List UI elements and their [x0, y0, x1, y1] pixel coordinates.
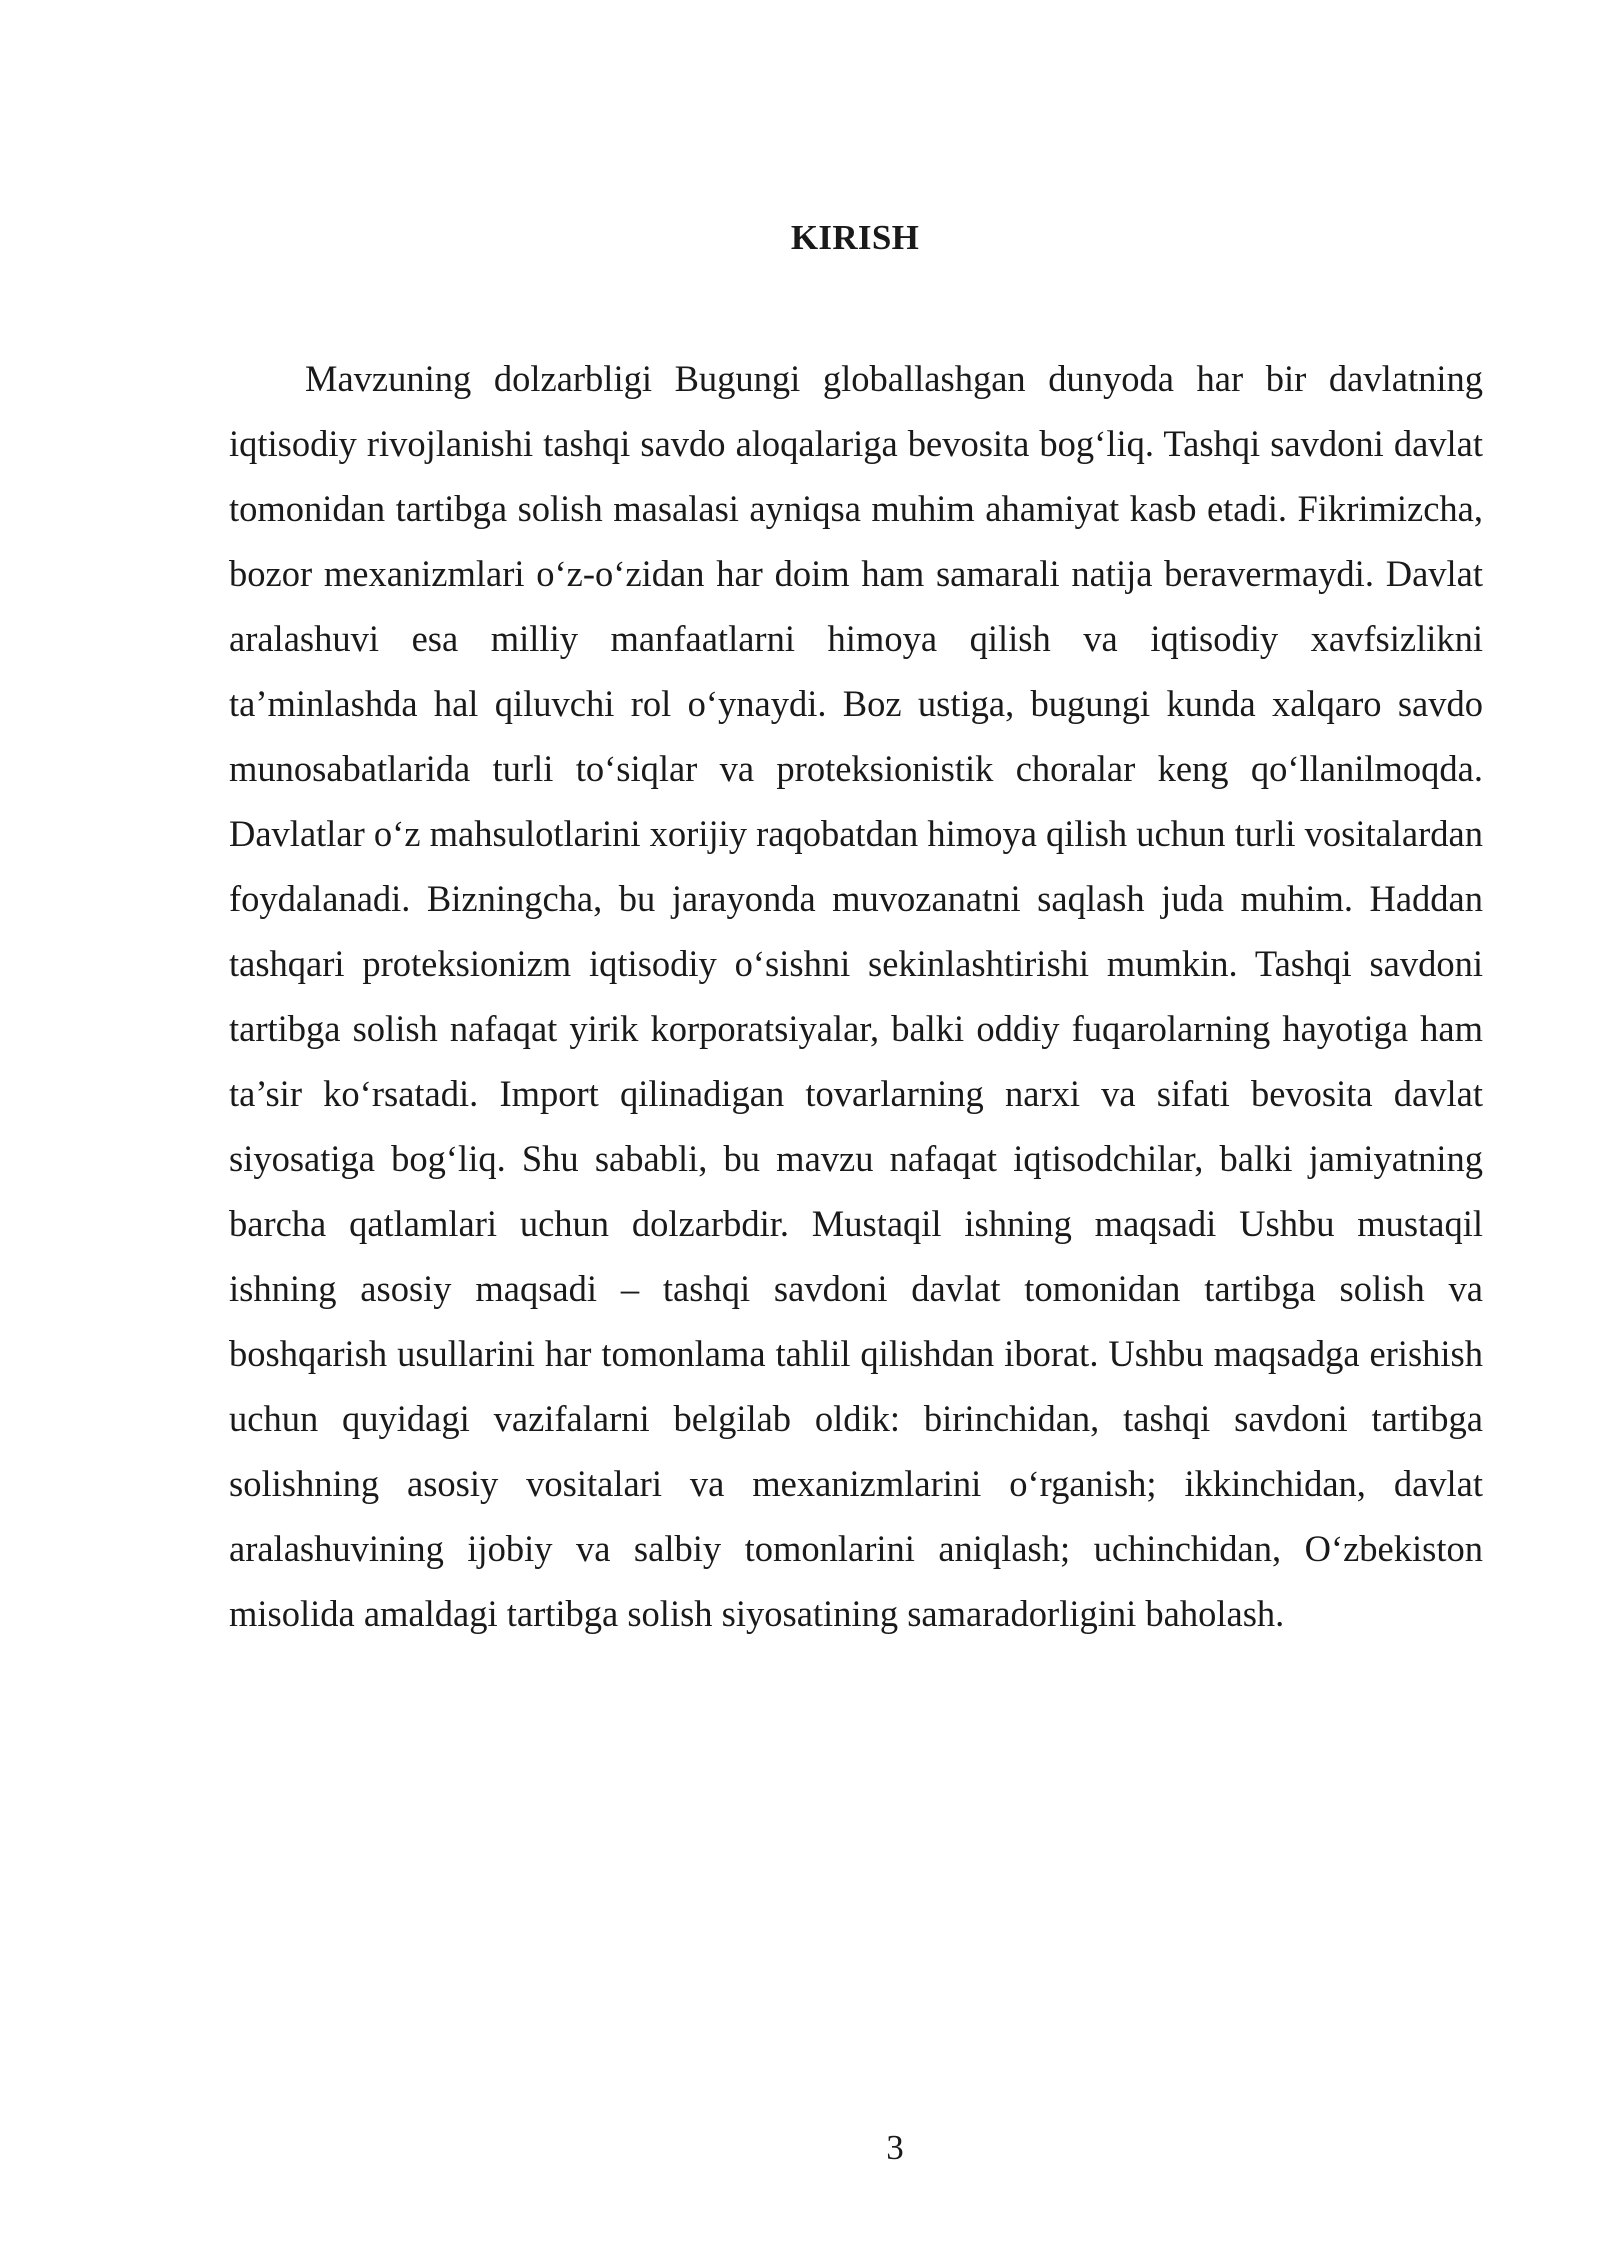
section-heading: KIRISH	[790, 218, 920, 257]
page-number: 3	[886, 2128, 904, 2167]
body-paragraph: Mavzuning dolzarbligi Bugungi globallashgan dunyoda har bir davlatning iqtisodiy rivojlanishi tashqi savdo aloqalariga bevosita bog‘liq. Tashqi savdoni davlat tomonidan tartibga solish masalasi ayniqsa muhim ahamiyat kasb etadi. Fikrimizcha, bozor mexanizmlari o‘z-o‘zidan har doim ham samarali natija beravermaydi. Davlat aralashuvi esa milliy manfaatlarni himoya qilish va iqtisodiy xavfsizlikni ta’minlashda hal qiluvchi rol o‘ynaydi. Boz ustiga, bugungi kunda xalqaro savdo munosabatlarida turli to‘siqlar va proteksionistik choralar keng qo‘llanilmoqda. Davlatlar o‘z mahsulotlarini xorijiy raqobatdan himoya qilish uchun turli vositalardan foydalanadi. Bizningcha, bu jarayonda muvozanatni saqlash juda muhim. Haddan tashqari proteksionizm iqtisodiy o‘sishni sekinlashtirishi mumkin. Tashqi savdoni tartibga solish nafaqat yirik korporatsiyalar, balki oddiy fuqarolarning hayotiga ham ta’sir ko‘rsatadi. Import qilinadigan tovarlarning narxi va sifati bevosita davlat siyosatiga bog‘liq. Shu sababli, bu mavzu nafaqat iqtisodchilar, balki jamiyatning barcha qatlamlari uchun dolzarbdir. Mustaqil ishning maqsadi Ushbu mustaqil ishning asosiy maqsadi – tashqi savdoni davlat tomonidan tartibga solish va boshqarish usullarini har tomonlama tahlil qilishdan iborat. Ushbu maqsadga erishish uchun quyidagi vazifalarni belgilab oldik: birinchidan, tashqi savdoni tartibga solishning asosiy vositalari va mexanizmlarini o‘rganish; ikkinchidan, davlat aralashuvining ijobiy va salbiy tomonlarini aniqlash; uchinchidan, O‘zbekiston misolida amaldagi tartibga solish siyosatining samaradorligini baholash.	[229, 358, 1483, 1634]
